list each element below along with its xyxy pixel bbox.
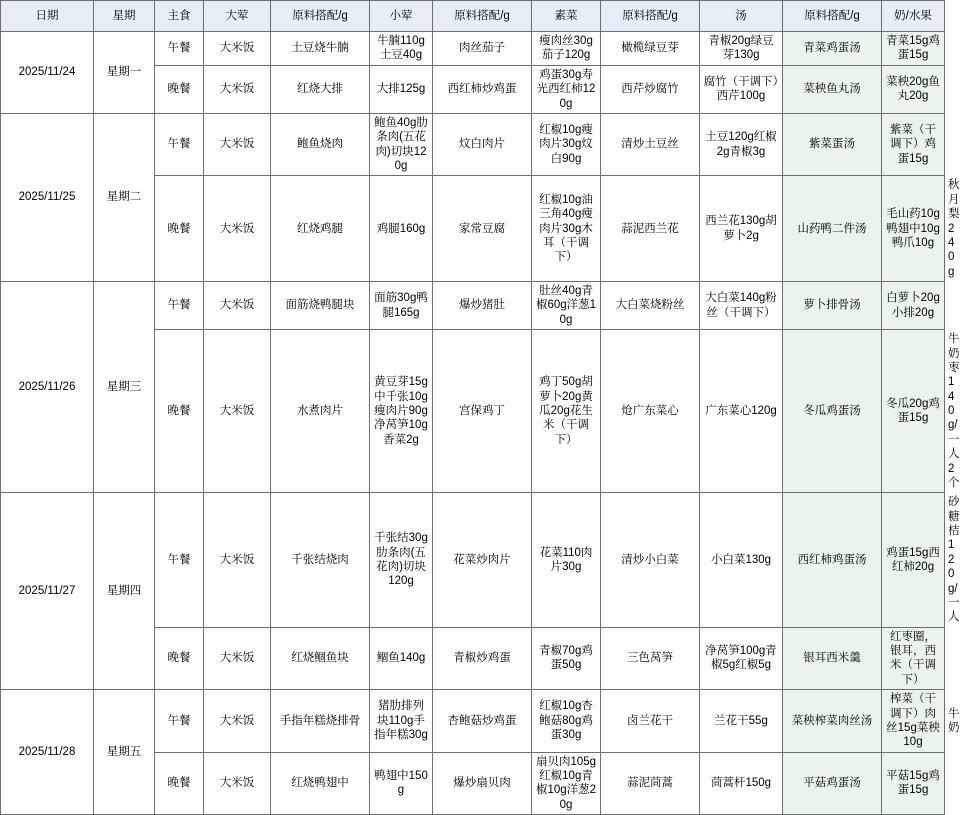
cell-vegetable: 清炒小白菜 — [601, 493, 700, 627]
cell-vegetable: 蒜泥西兰花 — [601, 176, 700, 282]
header-row — [1, 1, 945, 32]
cell-meal: 午餐 — [155, 493, 204, 627]
cell-date: 2025/11/27 — [1, 493, 94, 690]
cell-soup: 平菇鸡蛋汤 — [783, 752, 882, 815]
cell-staple: 大米饭 — [204, 493, 271, 627]
table-row: 晚餐 大米饭 红烧鸡腿 鸡腿160g 家常豆腐 红椒10g油三角40g瘦肉片30g木耳（干调下） 蒜泥西兰花 西兰花130g胡萝卜2g 山药鸭二件汤 毛山药10g鸭翅中10g鸭爪10g 秋月梨240g — [1, 176, 945, 282]
cell-minor-dish: 花菜炒肉片 — [433, 493, 532, 627]
cell-main-dish: 面筋烧鸭腿块 — [271, 282, 370, 330]
column-header-weekday: 星期 — [94, 1, 155, 32]
cell-main-ingredients: 鸭翅中150g — [370, 752, 433, 815]
cell-meal: 午餐 — [155, 690, 204, 753]
column-header-minor-ingredients: 原料搭配/g — [433, 1, 532, 32]
cell-main-ingredients: 鸡腿160g — [370, 176, 433, 282]
table-row — [1, 282, 945, 330]
cell-main-dish: 手指年糕烧排骨 — [271, 690, 370, 753]
cell-vegetable: 清炒土豆丝 — [601, 113, 700, 176]
cell-main-dish: 红烧鸭翅中 — [271, 752, 370, 815]
cell-main-ingredients: 猪肋排列块110g手指年糕30g — [370, 690, 433, 753]
cell-weekday: 星期三 — [94, 282, 155, 493]
cell-staple: 大米饭 — [204, 282, 271, 330]
column-header-main-dish: 大荤 — [204, 1, 271, 32]
cell-soup-ingredients: 冬瓜20g鸡蛋15g — [882, 330, 945, 493]
column-header-vegetable: 素菜 — [532, 1, 601, 32]
column-header-main-ingredients: 原料搭配/g — [271, 1, 370, 32]
cell-minor-dish: 青椒炒鸡蛋 — [433, 627, 532, 690]
cell-vegetable-ingredients: 净莴笋100g青椒5g红椒5g — [700, 627, 783, 690]
cell-vegetable-ingredients: 青椒20g绿豆芽130g — [700, 32, 783, 66]
column-header-vegetable-ingredients: 原料搭配/g — [601, 1, 700, 32]
table-row: 2025/11/27 星期四 午餐 大米饭 千张结烧肉 千张结30g肋条肉(五花肉)切块120g 花菜炒肉片 花菜110肉片30g 清炒小白菜 小白菜130g 西红柿鸡蛋汤 鸡蛋15g西红柿20g 砂糖桔120g/一人 — [1, 493, 945, 627]
cell-soup: 菜秧榨菜肉丝汤 — [783, 690, 882, 753]
cell-main-ingredients: 黄豆芽15g中千张10g瘦肉片90g净莴笋10g香菜2g — [370, 330, 433, 493]
cell-minor-ingredients: 花菜110肉片30g — [532, 493, 601, 627]
cell-soup: 青菜鸡蛋汤 — [783, 32, 882, 66]
cell-main-dish: 红烧鲴鱼块 — [271, 627, 370, 690]
table-header — [1, 1, 945, 32]
cell-weekday: 星期一 — [94, 32, 155, 114]
cell-soup-ingredients: 红枣圈，银耳，西米（干调下） — [882, 627, 945, 690]
cell-soup: 冬瓜鸡蛋汤 — [783, 330, 882, 493]
cell-date: 2025/11/25 — [1, 113, 94, 281]
cell-soup: 山药鸭二件汤 — [783, 176, 882, 282]
cell-vegetable-ingredients: 茼蒿杆150g — [700, 752, 783, 815]
cell-vegetable-ingredients: 大白菜140g粉丝（干调下） — [700, 282, 783, 330]
cell-vegetable-ingredients: 小白菜130g — [700, 493, 783, 627]
cell-soup-ingredients: 平菇15g鸡蛋15g — [882, 752, 945, 815]
cell-vegetable: 卤兰花干 — [601, 690, 700, 753]
cell-vegetable-ingredients: 广东菜心120g — [700, 330, 783, 493]
cell-vegetable-ingredients: 土豆120g红椒2g青椒3g — [700, 113, 783, 176]
column-header-meal-staple: 主食 — [155, 1, 204, 32]
cell-meal: 晚餐 — [155, 752, 204, 815]
cell-vegetable-ingredients: 腐竹（干调下）西芹100g — [700, 65, 783, 113]
cell-minor-dish: 杏鲍菇炒鸡蛋 — [433, 690, 532, 753]
cell-minor-ingredients: 鸡蛋30g寿光西红柿120g — [532, 65, 601, 113]
cell-minor-dish: 爆炒扇贝肉 — [433, 752, 532, 815]
cell-minor-dish: 西红柿炒鸡蛋 — [433, 65, 532, 113]
column-header-soup-ingredients: 原料搭配/g — [783, 1, 882, 32]
column-header-soup: 汤 — [700, 1, 783, 32]
cell-main-ingredients: 面筋30g鸭腿165g — [370, 282, 433, 330]
cell-main-ingredients: 牛腩110g土豆40g — [370, 32, 433, 66]
cell-staple: 大米饭 — [204, 32, 271, 66]
cell-vegetable: 西芹炒腐竹 — [601, 65, 700, 113]
table-body — [1, 32, 960, 815]
cell-minor-ingredients: 肚丝40g青椒60g洋葱10g — [532, 282, 601, 330]
cell-staple: 大米饭 — [204, 176, 271, 282]
cell-soup-ingredients: 菜秧20g鱼丸20g — [882, 65, 945, 113]
cell-staple: 大米饭 — [204, 690, 271, 753]
cell-meal: 晚餐 — [155, 627, 204, 690]
cell-main-ingredients: 鲴鱼140g — [370, 627, 433, 690]
cell-minor-dish: 肉丝茄子 — [433, 32, 532, 66]
cell-minor-ingredients: 红椒10g油三角40g瘦肉片30g木耳（干调下） — [532, 176, 601, 282]
cell-minor-ingredients: 红椒10g瘦肉片30g炆白90g — [532, 113, 601, 176]
cell-staple: 大米饭 — [204, 330, 271, 493]
cell-meal: 午餐 — [155, 282, 204, 330]
cell-soup: 萝卜排骨汤 — [783, 282, 882, 330]
cell-vegetable: 三色莴笋 — [601, 627, 700, 690]
cell-soup-ingredients: 白萝卜20g小排20g — [882, 282, 945, 330]
cell-main-ingredients: 千张结30g肋条肉(五花肉)切块120g — [370, 493, 433, 627]
cell-minor-ingredients: 鸡丁50g胡萝卜20g黄瓜20g花生米（干调下） — [532, 330, 601, 493]
cell-date: 2025/11/26 — [1, 282, 94, 493]
cell-meal: 午餐 — [155, 113, 204, 176]
table-row: 2025/11/28 星期五 午餐 大米饭 手指年糕烧排骨 猪肋排列块110g手指年糕30g 杏鲍菇炒鸡蛋 红椒10g杏鲍菇80g鸡蛋30g 卤兰花干 兰花干55g 菜秧榨菜肉丝汤 榨菜（干调下）肉丝15g菜秧10g 牛奶 — [1, 690, 945, 753]
cell-vegetable: 蒜泥茼蒿 — [601, 752, 700, 815]
cell-staple: 大米饭 — [204, 627, 271, 690]
table-row — [1, 113, 945, 176]
cell-soup-ingredients: 鸡蛋15g西红柿20g — [882, 493, 945, 627]
cell-minor-dish: 爆炒猪肚 — [433, 282, 532, 330]
table-row — [1, 32, 945, 66]
cell-soup-ingredients: 榨菜（干调下）肉丝15g菜秧10g — [882, 690, 945, 753]
cell-vegetable: 大白菜烧粉丝 — [601, 282, 700, 330]
cell-meal: 晚餐 — [155, 176, 204, 282]
table-row: 晚餐 大米饭 水煮肉片 黄豆芽15g中千张10g瘦肉片90g净莴笋10g香菜2g 宫保鸡丁 鸡丁50g胡萝卜20g黄瓜20g花生米（干调下） 炝广东菜心 广东菜心120g 冬瓜鸡蛋汤 冬瓜20g鸡蛋15g 牛奶枣140g/一人2个 — [1, 330, 945, 493]
cell-staple: 大米饭 — [204, 65, 271, 113]
cell-soup: 西红柿鸡蛋汤 — [783, 493, 882, 627]
cell-minor-ingredients: 青椒70g鸡蛋50g — [532, 627, 601, 690]
column-header-date: 日期 — [1, 1, 94, 32]
cell-main-dish: 红烧大排 — [271, 65, 370, 113]
cell-weekday: 星期二 — [94, 113, 155, 281]
cell-main-dish: 鲍鱼烧肉 — [271, 113, 370, 176]
cell-main-dish: 土豆烧牛腩 — [271, 32, 370, 66]
cell-main-dish: 红烧鸡腿 — [271, 176, 370, 282]
cell-soup-ingredients: 紫菜（干调下）鸡蛋15g — [882, 113, 945, 176]
cell-minor-dish: 家常豆腐 — [433, 176, 532, 282]
cell-vegetable-ingredients: 兰花干55g — [700, 690, 783, 753]
cell-soup: 银耳西米羹 — [783, 627, 882, 690]
cell-soup-ingredients: 毛山药10g鸭翅中10g鸭爪10g — [882, 176, 945, 282]
cell-date: 2025/11/28 — [1, 690, 94, 815]
cell-main-ingredients: 鲍鱼40g肋条肉(五花肉)切块120g — [370, 113, 433, 176]
cell-minor-ingredients: 红椒10g杏鲍菇80g鸡蛋30g — [532, 690, 601, 753]
column-header-dairy-fruit: 奶/水果 — [882, 1, 945, 32]
cell-soup-ingredients: 青菜15g鸡蛋15g — [882, 32, 945, 66]
cell-vegetable-ingredients: 西兰花130g胡萝卜2g — [700, 176, 783, 282]
cell-meal: 晚餐 — [155, 65, 204, 113]
cell-staple: 大米饭 — [204, 752, 271, 815]
cell-vegetable: 橄榄绿豆芽 — [601, 32, 700, 66]
cell-main-dish: 千张结烧肉 — [271, 493, 370, 627]
cell-minor-ingredients: 瘦肉丝30g茄子120g — [532, 32, 601, 66]
cell-meal: 午餐 — [155, 32, 204, 66]
cell-main-dish: 水煮肉片 — [271, 330, 370, 493]
cell-main-ingredients: 大排125g — [370, 65, 433, 113]
cell-weekday: 星期五 — [94, 690, 155, 815]
cell-minor-ingredients: 扇贝肉105g红椒10g青椒10g洋葱20g — [532, 752, 601, 815]
cell-soup: 紫菜蛋汤 — [783, 113, 882, 176]
cell-date: 2025/11/24 — [1, 32, 94, 114]
cell-staple: 大米饭 — [204, 113, 271, 176]
cell-soup: 菜秧鱼丸汤 — [783, 65, 882, 113]
cell-minor-dish: 炆白肉片 — [433, 113, 532, 176]
column-header-minor-dish: 小荤 — [370, 1, 433, 32]
cell-meal: 晚餐 — [155, 330, 204, 493]
cell-weekday: 星期四 — [94, 493, 155, 690]
cell-minor-dish: 宫保鸡丁 — [433, 330, 532, 493]
cell-vegetable: 炝广东菜心 — [601, 330, 700, 493]
